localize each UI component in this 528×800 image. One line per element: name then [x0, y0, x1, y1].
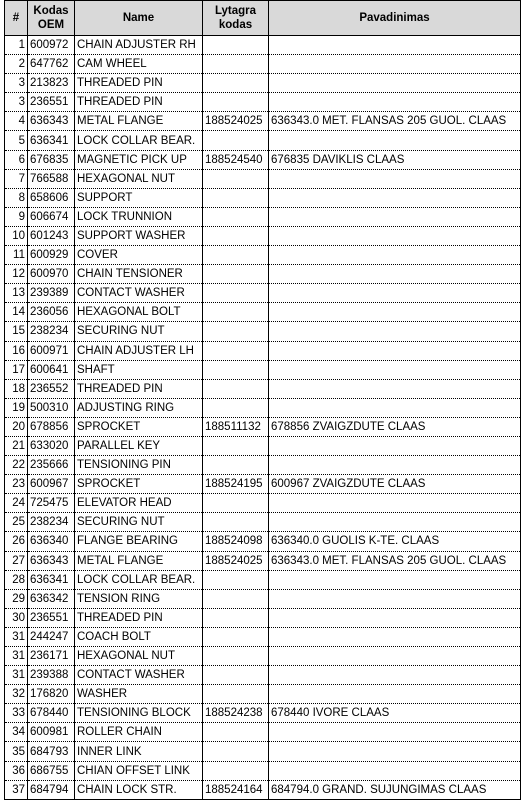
cell-num[interactable]: 13 [5, 284, 28, 303]
cell-oem-code[interactable]: 678440 [28, 704, 75, 723]
table-row [5, 303, 521, 322]
cell-oem-code[interactable]: 236551 [28, 608, 75, 627]
cell-oem-code[interactable]: 600981 [28, 723, 75, 742]
cell-description[interactable]: 636343.0 MET. FLANSAS 205 GUOL. CLAAS [269, 112, 521, 131]
cell-num[interactable]: 30 [5, 608, 28, 627]
cell-name[interactable]: SUPPORT WASHER [75, 226, 203, 245]
cell-num[interactable]: 28 [5, 570, 28, 589]
cell-lytagra-code[interactable] [203, 226, 269, 245]
cell-lytagra-code[interactable] [203, 131, 269, 150]
header-description[interactable]: Pavadinimas [269, 1, 521, 36]
cell-oem-code[interactable]: 244247 [28, 627, 75, 646]
cell-name[interactable]: WASHER [75, 685, 203, 704]
cell-name[interactable]: SECURING NUT [75, 322, 203, 341]
cell-num[interactable]: 27 [5, 551, 28, 570]
cell-name[interactable]: ELEVATOR HEAD [75, 494, 203, 513]
cell-name[interactable]: METAL FLANGE [75, 551, 203, 570]
cell-name[interactable]: CHAIN TENSIONER [75, 265, 203, 284]
table-row [5, 55, 521, 74]
table-row [5, 513, 521, 532]
cell-num[interactable]: 31 [5, 666, 28, 685]
cell-oem-code[interactable]: 766588 [28, 169, 75, 188]
cell-name[interactable]: CHAIN ADJUSTER LH [75, 341, 203, 360]
cell-oem-code[interactable]: 238234 [28, 322, 75, 341]
cell-name[interactable]: SUPPORT [75, 188, 203, 207]
cell-lytagra-code[interactable] [203, 570, 269, 589]
cell-num[interactable]: 10 [5, 226, 28, 245]
table-row [5, 417, 521, 436]
table-header [5, 1, 521, 36]
cell-name[interactable]: THREADED PIN [75, 379, 203, 398]
table-row [5, 627, 521, 646]
cell-num[interactable]: 9 [5, 207, 28, 226]
cell-description[interactable]: 600967 ZVAIGZDUTE CLAAS [269, 475, 521, 494]
cell-name[interactable]: TENSIONING BLOCK [75, 704, 203, 723]
header-oem-code[interactable]: Kodas OEM [28, 1, 75, 36]
cell-lytagra-code[interactable]: 188524025 [203, 112, 269, 131]
cell-description[interactable] [269, 207, 521, 226]
cell-description[interactable]: 676835 DAVIKLIS CLAAS [269, 150, 521, 169]
cell-name[interactable]: LOCK COLLAR BEAR. [75, 131, 203, 150]
cell-num[interactable]: 1 [5, 36, 28, 55]
cell-description[interactable] [269, 608, 521, 627]
cell-name[interactable]: SHAFT [75, 360, 203, 379]
cell-oem-code[interactable]: 600967 [28, 475, 75, 494]
cell-description[interactable] [269, 131, 521, 150]
table-row [5, 723, 521, 742]
cell-num[interactable]: 4 [5, 112, 28, 131]
cell-description[interactable] [269, 456, 521, 475]
cell-num[interactable]: 31 [5, 627, 28, 646]
cell-name[interactable]: TENSIONING PIN [75, 456, 203, 475]
cell-num[interactable]: 22 [5, 456, 28, 475]
cell-num[interactable]: 29 [5, 589, 28, 608]
cell-num[interactable]: 3 [5, 93, 28, 112]
table-row [5, 742, 521, 761]
cell-name[interactable]: ADJUSTING RING [75, 398, 203, 417]
cell-lytagra-code[interactable] [203, 513, 269, 532]
cell-description[interactable] [269, 55, 521, 74]
cell-lytagra-code[interactable] [203, 627, 269, 646]
table-row [5, 494, 521, 513]
cell-name[interactable]: THREADED PIN [75, 74, 203, 93]
cell-description[interactable] [269, 436, 521, 455]
cell-lytagra-code[interactable]: 188524164 [203, 780, 269, 799]
table-row [5, 284, 521, 303]
cell-lytagra-code[interactable] [203, 74, 269, 93]
cell-name[interactable]: LOCK COLLAR BEAR. [75, 570, 203, 589]
cell-lytagra-code[interactable]: 188511132 [203, 417, 269, 436]
cell-description[interactable] [269, 169, 521, 188]
cell-description[interactable] [269, 226, 521, 245]
cell-lytagra-code[interactable]: 188524025 [203, 551, 269, 570]
cell-oem-code[interactable]: 213823 [28, 74, 75, 93]
table-row [5, 532, 521, 551]
cell-oem-code[interactable]: 636340 [28, 532, 75, 551]
cell-name[interactable]: MAGNETIC PICK UP [75, 150, 203, 169]
cell-num[interactable]: 17 [5, 360, 28, 379]
cell-oem-code[interactable]: 500310 [28, 398, 75, 417]
cell-oem-code[interactable]: 600971 [28, 341, 75, 360]
table-row [5, 131, 521, 150]
cell-description[interactable] [269, 322, 521, 341]
cell-lytagra-code[interactable] [203, 647, 269, 666]
cell-description[interactable] [269, 570, 521, 589]
cell-description[interactable] [269, 723, 521, 742]
cell-name[interactable]: THREADED PIN [75, 93, 203, 112]
cell-oem-code[interactable]: 636341 [28, 570, 75, 589]
cell-oem-code[interactable]: 678856 [28, 417, 75, 436]
table-row [5, 226, 521, 245]
cell-description[interactable] [269, 398, 521, 417]
table-row [5, 207, 521, 226]
header-name[interactable]: Name [75, 1, 203, 36]
cell-lytagra-code[interactable] [203, 265, 269, 284]
cell-name[interactable]: CHAIN ADJUSTER RH [75, 36, 203, 55]
cell-lytagra-code[interactable] [203, 284, 269, 303]
table-row [5, 647, 521, 666]
cell-lytagra-code[interactable]: 188524540 [203, 150, 269, 169]
cell-oem-code[interactable]: 236551 [28, 93, 75, 112]
cell-description[interactable] [269, 74, 521, 93]
cell-lytagra-code[interactable] [203, 494, 269, 513]
cell-oem-code[interactable]: 636343 [28, 551, 75, 570]
cell-description[interactable] [269, 360, 521, 379]
cell-oem-code[interactable]: 236552 [28, 379, 75, 398]
cell-oem-code[interactable]: 725475 [28, 494, 75, 513]
cell-lytagra-code[interactable] [203, 666, 269, 685]
cell-name[interactable]: HEXAGONAL NUT [75, 169, 203, 188]
cell-num[interactable]: 16 [5, 341, 28, 360]
cell-description[interactable] [269, 494, 521, 513]
cell-num[interactable]: 34 [5, 723, 28, 742]
cell-lytagra-code[interactable]: 188524098 [203, 532, 269, 551]
cell-num[interactable]: 19 [5, 398, 28, 417]
cell-name[interactable]: FLANGE BEARING [75, 532, 203, 551]
table-row [5, 74, 521, 93]
cell-lytagra-code[interactable] [203, 55, 269, 74]
cell-description[interactable] [269, 93, 521, 112]
cell-name[interactable]: SECURING NUT [75, 513, 203, 532]
cell-name[interactable]: COACH BOLT [75, 627, 203, 646]
cell-lytagra-code[interactable] [203, 303, 269, 322]
cell-oem-code[interactable]: 239388 [28, 666, 75, 685]
cell-name[interactable]: COVER [75, 246, 203, 265]
cell-num[interactable]: 6 [5, 150, 28, 169]
cell-description[interactable] [269, 589, 521, 608]
cell-lytagra-code[interactable] [203, 93, 269, 112]
table-row [5, 685, 521, 704]
cell-num[interactable]: 35 [5, 742, 28, 761]
cell-description[interactable]: 636340.0 GUOLIS K-TE. CLAAS [269, 532, 521, 551]
cell-lytagra-code[interactable] [203, 246, 269, 265]
table-row [5, 570, 521, 589]
cell-num[interactable]: 24 [5, 494, 28, 513]
cell-description[interactable] [269, 513, 521, 532]
cell-oem-code[interactable]: 686755 [28, 761, 75, 780]
cell-name[interactable]: CONTACT WASHER [75, 666, 203, 685]
table-row [5, 398, 521, 417]
cell-num[interactable]: 5 [5, 131, 28, 150]
table-row [5, 436, 521, 455]
cell-oem-code[interactable]: 684794 [28, 780, 75, 799]
cell-lytagra-code[interactable] [203, 436, 269, 455]
table-row [5, 322, 521, 341]
table-row [5, 93, 521, 112]
cell-name[interactable]: HEXAGONAL NUT [75, 647, 203, 666]
cell-oem-code[interactable]: 636342 [28, 589, 75, 608]
cell-name[interactable]: CHIAN OFFSET LINK [75, 761, 203, 780]
cell-lytagra-code[interactable] [203, 360, 269, 379]
cell-description[interactable]: 678440 IVORE CLAAS [269, 704, 521, 723]
cell-num[interactable]: 33 [5, 704, 28, 723]
cell-name[interactable]: INNER LINK [75, 742, 203, 761]
cell-num[interactable]: 26 [5, 532, 28, 551]
cell-num[interactable]: 2 [5, 55, 28, 74]
cell-oem-code[interactable]: 236171 [28, 647, 75, 666]
cell-lytagra-code[interactable] [203, 36, 269, 55]
cell-oem-code[interactable]: 236056 [28, 303, 75, 322]
table-row [5, 608, 521, 627]
cell-oem-code[interactable]: 600929 [28, 246, 75, 265]
cell-lytagra-code[interactable] [203, 169, 269, 188]
cell-oem-code[interactable]: 600972 [28, 36, 75, 55]
cell-num[interactable]: 18 [5, 379, 28, 398]
cell-oem-code[interactable]: 606674 [28, 207, 75, 226]
cell-name[interactable]: METAL FLANGE [75, 112, 203, 131]
cell-description[interactable] [269, 742, 521, 761]
cell-num[interactable]: 21 [5, 436, 28, 455]
cell-num[interactable]: 11 [5, 246, 28, 265]
cell-num[interactable]: 20 [5, 417, 28, 436]
cell-description[interactable] [269, 265, 521, 284]
cell-description[interactable] [269, 379, 521, 398]
cell-description[interactable]: 636343.0 MET. FLANSAS 205 GUOL. CLAAS [269, 551, 521, 570]
table-row [5, 780, 521, 799]
cell-num[interactable]: 8 [5, 188, 28, 207]
cell-lytagra-code[interactable] [203, 608, 269, 627]
cell-num[interactable]: 25 [5, 513, 28, 532]
cell-num[interactable]: 31 [5, 647, 28, 666]
cell-num[interactable]: 15 [5, 322, 28, 341]
cell-description[interactable] [269, 303, 521, 322]
cell-num[interactable]: 7 [5, 169, 28, 188]
cell-lytagra-code[interactable]: 188524195 [203, 475, 269, 494]
cell-description[interactable] [269, 761, 521, 780]
cell-description[interactable] [269, 647, 521, 666]
cell-oem-code[interactable]: 633020 [28, 436, 75, 455]
table-row [5, 112, 521, 131]
cell-oem-code[interactable]: 176820 [28, 685, 75, 704]
cell-lytagra-code[interactable] [203, 322, 269, 341]
table-row [5, 551, 521, 570]
cell-num[interactable]: 14 [5, 303, 28, 322]
table-row [5, 704, 521, 723]
cell-lytagra-code[interactable] [203, 761, 269, 780]
table-row [5, 589, 521, 608]
table-row [5, 169, 521, 188]
header-row [5, 1, 521, 36]
cell-name[interactable]: PARALLEL KEY [75, 436, 203, 455]
cell-name[interactable]: THREADED PIN [75, 608, 203, 627]
table-row [5, 456, 521, 475]
table-row [5, 341, 521, 360]
cell-name[interactable]: SPROCKET [75, 417, 203, 436]
cell-name[interactable]: CONTACT WASHER [75, 284, 203, 303]
cell-description[interactable] [269, 666, 521, 685]
cell-name[interactable]: LOCK TRUNNION [75, 207, 203, 226]
parts-table [4, 0, 521, 800]
table-row [5, 188, 521, 207]
cell-lytagra-code[interactable] [203, 379, 269, 398]
cell-oem-code[interactable]: 600970 [28, 265, 75, 284]
cell-lytagra-code[interactable] [203, 456, 269, 475]
cell-lytagra-code[interactable] [203, 207, 269, 226]
header-lytagra-code[interactable]: Lytagra kodas [203, 1, 269, 36]
cell-lytagra-code[interactable] [203, 398, 269, 417]
cell-num[interactable]: 32 [5, 685, 28, 704]
cell-lytagra-code[interactable] [203, 589, 269, 608]
cell-num[interactable]: 12 [5, 265, 28, 284]
cell-oem-code[interactable]: 658606 [28, 188, 75, 207]
cell-description[interactable]: 678856 ZVAIGZDUTE CLAAS [269, 417, 521, 436]
cell-name[interactable]: CAM WHEEL [75, 55, 203, 74]
cell-oem-code[interactable]: 601243 [28, 226, 75, 245]
cell-oem-code[interactable]: 647762 [28, 55, 75, 74]
cell-lytagra-code[interactable] [203, 685, 269, 704]
cell-num[interactable]: 3 [5, 74, 28, 93]
cell-name[interactable]: CHAIN LOCK STR. [75, 780, 203, 799]
table-row [5, 379, 521, 398]
cell-oem-code[interactable]: 239389 [28, 284, 75, 303]
table-row [5, 246, 521, 265]
cell-num[interactable]: 37 [5, 780, 28, 799]
cell-name[interactable]: HEXAGONAL BOLT [75, 303, 203, 322]
cell-lytagra-code[interactable] [203, 188, 269, 207]
header-num[interactable]: # [5, 1, 28, 36]
table-row [5, 666, 521, 685]
cell-description[interactable] [269, 341, 521, 360]
cell-description[interactable] [269, 685, 521, 704]
cell-oem-code[interactable]: 238234 [28, 513, 75, 532]
cell-oem-code[interactable]: 684793 [28, 742, 75, 761]
cell-oem-code[interactable]: 676835 [28, 150, 75, 169]
cell-num[interactable]: 36 [5, 761, 28, 780]
table-body [5, 36, 521, 800]
table-row [5, 150, 521, 169]
cell-num[interactable]: 23 [5, 475, 28, 494]
cell-description[interactable] [269, 246, 521, 265]
cell-description[interactable] [269, 284, 521, 303]
cell-lytagra-code[interactable] [203, 723, 269, 742]
cell-oem-code[interactable]: 235666 [28, 456, 75, 475]
cell-oem-code[interactable]: 600641 [28, 360, 75, 379]
cell-name[interactable]: SPROCKET [75, 475, 203, 494]
cell-description[interactable] [269, 188, 521, 207]
cell-lytagra-code[interactable] [203, 341, 269, 360]
cell-oem-code[interactable]: 636343 [28, 112, 75, 131]
cell-description[interactable] [269, 36, 521, 55]
table-row [5, 475, 521, 494]
cell-description[interactable]: 684794.0 GRAND. SUJUNGIMAS CLAAS [269, 780, 521, 799]
cell-oem-code[interactable]: 636341 [28, 131, 75, 150]
table-row [5, 360, 521, 379]
cell-description[interactable] [269, 627, 521, 646]
cell-name[interactable]: ROLLER CHAIN [75, 723, 203, 742]
table-row [5, 36, 521, 55]
table-row [5, 761, 521, 780]
cell-name[interactable]: TENSION RING [75, 589, 203, 608]
cell-lytagra-code[interactable]: 188524238 [203, 704, 269, 723]
table-row [5, 265, 521, 284]
cell-lytagra-code[interactable] [203, 742, 269, 761]
